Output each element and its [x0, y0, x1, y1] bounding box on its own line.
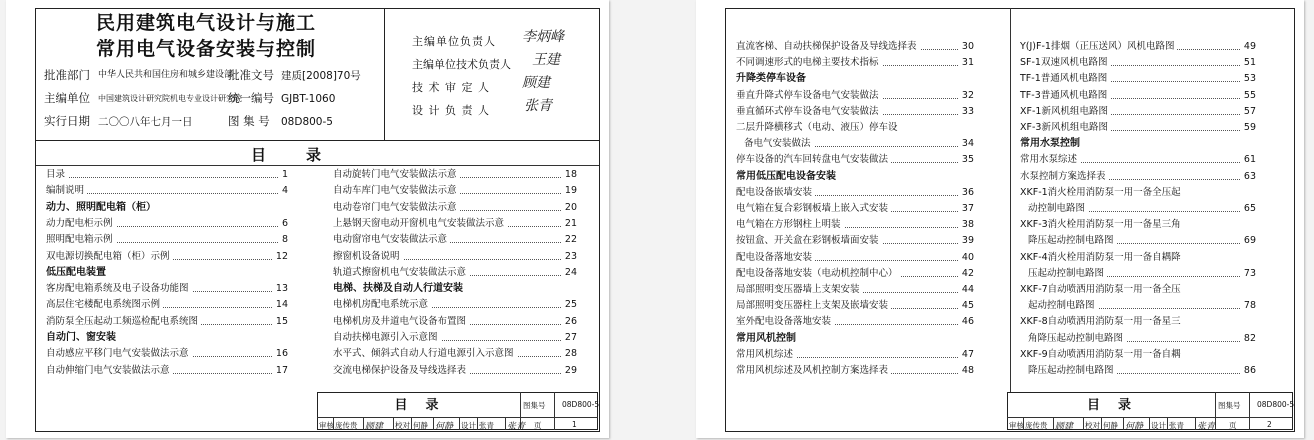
date-label: 实行日期 [44, 114, 90, 128]
toc-entry [736, 56, 974, 70]
toc-entry [46, 298, 288, 312]
toc-entry-label: 直流客梯、自动扶梯保护设备及导线选择表 [736, 40, 920, 54]
toc-entry-page: 1 [279, 168, 288, 182]
toc-entry-label: XF-1新风机组电路图 [1020, 105, 1111, 119]
column-divider [1010, 8, 1011, 392]
title-block-divider [1149, 417, 1150, 430]
toc-entry-page: 47 [959, 348, 974, 362]
toc-entry-page: 23 [562, 250, 577, 264]
atlas-label: 图 集 号 [228, 114, 270, 128]
toc-entry-label: 水泵控制方案选择表 [1020, 170, 1109, 184]
toc-entry-label: 二层升降横移式（电动、液压）停车设 [736, 121, 901, 135]
toc-entry-page: 25 [562, 298, 577, 312]
editor-value: 中国建筑设计研究院机电专业设计研究院 [98, 94, 242, 103]
toc-entry-label: XKF-9自动喷洒用消防泵一用一备自耦 [1020, 348, 1184, 362]
toc-entry-page: 19 [562, 184, 577, 198]
title-block-frame [317, 392, 598, 430]
toc-entry-label: 自动门、窗安装 [46, 331, 119, 345]
toc-entry-label: 客房配电箱系统及电子设备功能图 [46, 282, 192, 296]
toc-entry-page: 17 [273, 364, 288, 378]
toc-entry-label: 角降压起动控制电路图 [1020, 332, 1126, 346]
title-block-title: 目录 [1087, 398, 1150, 413]
title-block-divider [1215, 392, 1216, 430]
toc-entry-label: 自动伸缩门电气安装做法示意 [46, 364, 173, 378]
atlas-number-label: 图集号 [1218, 401, 1241, 410]
reviewer-name: 庞传贵 [1025, 421, 1048, 430]
toc-entry [1020, 299, 1256, 313]
toc-entry-page: 30 [959, 40, 974, 54]
toc-entry [46, 217, 288, 231]
toc-section-heading [736, 72, 974, 86]
toc-entry [333, 217, 577, 231]
toc-entry-label: 局部照明变压器墙上支架安装 [736, 283, 863, 297]
designer-signature: 张青 [1197, 422, 1216, 432]
toc-leader-dots [46, 177, 278, 178]
toc-entry-label: 降压起动控制电路图 [1020, 234, 1117, 248]
toc-entry-page: 32 [959, 89, 974, 103]
title-block-divider [1123, 417, 1124, 430]
toc-entry-page: 20 [562, 201, 577, 215]
title-block-divider [363, 417, 364, 430]
toc-entry-page: 69 [1241, 234, 1256, 248]
toc-entry [1020, 153, 1256, 167]
toc-entry-label: 常用低压配电设备安装 [736, 170, 839, 184]
toc-entry-label: 自动感应平移门电气安装做法示意 [46, 347, 192, 361]
toc-entry-label: 常用风机综述 [736, 348, 796, 362]
checker-name: 何静 [413, 421, 428, 430]
signature-design-lead: 张青 [524, 98, 552, 114]
page-number: 1 [572, 420, 577, 429]
toc-section-heading [736, 170, 974, 184]
toc-entry [333, 331, 577, 345]
title-block-divider [1083, 417, 1084, 430]
approve-doc-value: 建质[2008]70号 [281, 70, 361, 82]
toc-entry-label: 停车设备的汽车回转盘电气安装做法 [736, 153, 891, 167]
toc-entry-label: 擦窗机设备说明 [333, 250, 403, 264]
toc-entry-page: 34 [959, 137, 974, 151]
toc-entry-label: 降压起动控制电路图 [1020, 364, 1117, 378]
toc-entry-page: 13 [273, 282, 288, 296]
toc-entry [736, 40, 974, 54]
toc-entry-label: 轨道式擦窗机电气安装做法示意 [333, 266, 469, 280]
document-page-2 [696, 0, 1304, 438]
title-line-1: 民用建筑电气设计与施工 [96, 12, 317, 34]
toc-entry-page: 15 [273, 315, 288, 329]
toc-entry [736, 251, 974, 265]
toc-entry-page: 63 [1241, 170, 1256, 184]
toc-entry-label: 配电设备落地安装 [736, 251, 815, 265]
check-label: 校对 [1085, 421, 1100, 430]
toc-entry [1020, 89, 1256, 103]
toc-entry-label: 局部照明变压器柱上支架及嵌墙安装 [736, 299, 891, 313]
toc-section-heading [333, 282, 577, 296]
toc-entry [736, 137, 974, 151]
toc-entry [1020, 332, 1256, 346]
reviewer-name: 庞传贵 [335, 421, 358, 430]
toc-entry-label: SF-1双速风机电路图 [1020, 56, 1110, 70]
toc-entry-label: 动力、照明配电箱（柜） [46, 201, 159, 215]
toc-entry-page: 18 [562, 168, 577, 182]
toc-entry-label: 交流电梯保护设备及导线选择表 [333, 364, 469, 378]
title-block-divider [477, 417, 478, 430]
title-block-divider [1167, 417, 1168, 430]
date-value: 二〇〇八年七月一日 [98, 116, 193, 128]
toc-entry [46, 250, 288, 264]
approve-doc-label: 批准文号 [228, 68, 274, 82]
checker-name: 何静 [1103, 421, 1118, 430]
role-design-lead: 设 计 负 责 人 [412, 104, 490, 117]
toc-entry-page: 39 [959, 234, 974, 248]
toc-entry-page: 24 [562, 266, 577, 280]
toc-entry-label: 电动卷帘门电气安装做法示意 [333, 201, 460, 215]
toc-entry-page: 4 [279, 184, 288, 198]
design-label: 设计 [461, 421, 476, 430]
toc-entry-page: 12 [273, 250, 288, 264]
toc-title: 目录 [251, 146, 362, 164]
toc-entry [736, 364, 974, 378]
toc-entry-label: XKF-8自动喷洒用消防泵一用一备星三 [1020, 315, 1184, 329]
header-vertical-divider [384, 8, 385, 140]
reviewer-signature: 顾建 [365, 422, 384, 432]
toc-entry [736, 89, 974, 103]
toc-entry-label: 备电气安装做法 [736, 137, 814, 151]
title-block-divider [411, 417, 412, 430]
toc-entry-page: 16 [273, 347, 288, 361]
toc-entry [1020, 251, 1256, 265]
title-block-divider [505, 417, 506, 430]
toc-entry [46, 347, 288, 361]
toc-entry [333, 201, 577, 215]
toc-entry-label: 不同调速形式的电梯主要技术指标 [736, 56, 882, 70]
toc-entry [1020, 234, 1256, 248]
title-block-title: 目录 [394, 398, 457, 413]
approve-dept-label: 批准部门 [44, 68, 90, 82]
editor-label: 主编单位 [44, 91, 90, 105]
toc-entry-page: 38 [959, 218, 974, 232]
toc-entry-label: 常用水泵综述 [1020, 153, 1080, 167]
toc-entry-label: 压起动控制电路图 [1020, 267, 1107, 281]
toc-entry [1020, 283, 1256, 297]
toc-entry-label: Y(J)F-1排烟（正压送风）风机电路图 [1020, 40, 1177, 54]
toc-entry [333, 250, 577, 264]
toc-entry-label: 照明配电箱示例 [46, 233, 116, 247]
toc-entry-page: 46 [959, 315, 974, 329]
toc-entry-page: 44 [959, 283, 974, 297]
title-block-divider [433, 417, 434, 430]
toc-entry-label: 自动车库门电气安装做法示意 [333, 184, 460, 198]
title-block-divider [1053, 417, 1054, 430]
toc-entry [736, 218, 974, 232]
toc-entry [736, 202, 974, 216]
title-block-row-divider [1007, 417, 1293, 418]
toc-entry [333, 347, 577, 361]
toc-entry-page: 40 [959, 251, 974, 265]
toc-entry [1020, 121, 1256, 135]
toc-entry [333, 233, 577, 247]
toc-entry-label: XKF-7自动喷洒用消防泵一用一备全压 [1020, 283, 1184, 297]
toc-entry [333, 168, 577, 182]
toc-entry-label: 高层住宅楼配电系统图示例 [46, 298, 163, 312]
toc-entry-label: 垂直升降式停车设备电气安装做法 [736, 89, 882, 103]
toc-entry-page: 8 [279, 233, 288, 247]
design-label: 设计 [1151, 421, 1166, 430]
toc-entry [46, 315, 288, 329]
toc-entry-page: 22 [562, 233, 577, 247]
toc-entry [46, 184, 288, 198]
approve-dept-value: 中华人民共和国住房和城乡建设部 [98, 70, 234, 80]
toc-entry-label: 水平式、倾斜式自动人行道电源引入示意图 [333, 347, 517, 361]
toc-entry-page: 65 [1241, 202, 1256, 216]
toc-entry-page: 21 [562, 217, 577, 231]
code-value: GJBT-1060 [281, 93, 336, 105]
toc-title-underline [36, 165, 599, 166]
title-block-divider [459, 417, 460, 430]
toc-entry-label: TF-3普通风机电路图 [1020, 89, 1110, 103]
toc-entry-label: 消防泵全压起动工频巡检配电系统图 [46, 315, 201, 329]
toc-entry-label: XKF-3消火栓用消防泵一用一备星三角 [1020, 218, 1184, 232]
toc-entry-page: 49 [1241, 40, 1256, 54]
toc-entry [736, 267, 974, 281]
signature-chief-editor: 李炳峰 [522, 29, 564, 45]
toc-entry-page: 26 [562, 315, 577, 329]
toc-entry-label: 低压配电装置 [46, 266, 109, 280]
toc-entry [1020, 202, 1256, 216]
atlas-number-label: 图集号 [523, 401, 546, 410]
designer-signature: 张青 [507, 422, 526, 432]
toc-entry-label: 垂直循环式停车设备电气安装做法 [736, 105, 882, 119]
toc-entry-page: 42 [959, 267, 974, 281]
toc-entry [736, 186, 974, 200]
toc-entry [736, 348, 974, 362]
toc-entry-page: 6 [279, 217, 288, 231]
document-page-1 [6, 0, 609, 438]
role-technical-lead: 主编单位技术负责人 [412, 58, 511, 71]
toc-section-heading [46, 266, 288, 280]
code-label: 统一编号 [228, 91, 274, 105]
toc-entry [1020, 364, 1256, 378]
toc-entry [333, 364, 577, 378]
toc-entry-label: 升降类停车设备 [736, 72, 809, 86]
title-block-divider [1101, 417, 1102, 430]
atlas-number-value: 08D800-5 [562, 400, 600, 409]
signature-technical-reviewer: 顾建 [522, 75, 550, 91]
title-block-frame [1007, 392, 1293, 430]
toc-entry-label: 常用风机控制 [736, 332, 799, 346]
toc-entry-label: 编制说明 [46, 184, 87, 198]
toc-entry [333, 298, 577, 312]
toc-entry-page: 59 [1241, 121, 1256, 135]
toc-entry-page: 86 [1241, 364, 1256, 378]
toc-entry-label: 自动扶梯电源引入示意图 [333, 331, 441, 345]
title-block-divider [393, 417, 394, 430]
toc-entry [1020, 186, 1256, 200]
toc-entry-label: 上悬钢天窗电动开窗机电气安装做法示意 [333, 217, 507, 231]
toc-entry [736, 299, 974, 313]
toc-entry-label: 电气箱在复合彩钢板墙上嵌入式安装 [736, 202, 891, 216]
atlas-value: 08D800-5 [281, 116, 333, 128]
toc-entry [46, 282, 288, 296]
title-block-divider [1023, 417, 1024, 430]
toc-entry-label: 双电源切换配电箱（柜）示例 [46, 250, 173, 264]
toc-entry [736, 283, 974, 297]
title-block-divider [1195, 417, 1196, 430]
page-number: 2 [1267, 420, 1272, 429]
title-block-divider [333, 417, 334, 430]
toc-entry [736, 315, 974, 329]
toc-entry-label: 自动旋转门电气安装做法示意 [333, 168, 460, 182]
toc-entry [1020, 218, 1256, 232]
toc-entry-page: 29 [562, 364, 577, 378]
toc-entry [1020, 315, 1256, 329]
toc-entry-page: 33 [959, 105, 974, 119]
toc-entry-page: 48 [959, 364, 974, 378]
toc-entry-page: 35 [959, 153, 974, 167]
toc-entry-label: XKF-4消火栓用消防泵一用一备自耦降 [1020, 251, 1184, 265]
toc-entry [1020, 348, 1256, 362]
header-divider [36, 140, 599, 141]
checker-signature: 何静 [1125, 422, 1144, 432]
page-label: 页 [534, 421, 542, 430]
toc-entry-label: XF-3新风机组电路图 [1020, 121, 1111, 135]
toc-section-heading [1020, 137, 1256, 151]
toc-entry-page: 55 [1241, 89, 1256, 103]
toc-entry [1020, 72, 1256, 86]
toc-entry-page: 37 [959, 202, 974, 216]
title-line-2: 常用电气设备安装与控制 [96, 38, 317, 60]
review-label: 审核 [1009, 421, 1024, 430]
toc-entry-page: 82 [1241, 332, 1256, 346]
toc-entry [1020, 105, 1256, 119]
toc-section-heading [46, 201, 288, 215]
toc-entry-page: 36 [959, 186, 974, 200]
review-label: 审核 [319, 421, 334, 430]
toc-entry [736, 121, 974, 135]
toc-entry [46, 364, 288, 378]
toc-entry [46, 168, 288, 182]
toc-entry-page: 51 [1241, 56, 1256, 70]
toc-entry-page: 31 [959, 56, 974, 70]
toc-entry [1020, 40, 1256, 54]
toc-entry-page: 57 [1241, 105, 1256, 119]
toc-entry [736, 234, 974, 248]
title-block-divider [1249, 392, 1250, 430]
reviewer-signature: 顾建 [1055, 422, 1074, 432]
toc-entry-label: 室外配电设备落地安装 [736, 315, 834, 329]
toc-entry-page: 53 [1241, 72, 1256, 86]
toc-entry-label: 配电设备嵌墙安装 [736, 186, 815, 200]
toc-entry-label: 常用水泵控制 [1020, 137, 1083, 151]
toc-entry-page: 78 [1241, 299, 1256, 313]
toc-entry-label: TF-1普通风机电路图 [1020, 72, 1110, 86]
toc-section-heading [736, 332, 974, 346]
toc-entry-page: 45 [959, 299, 974, 313]
toc-entry [333, 266, 577, 280]
toc-entry [333, 184, 577, 198]
toc-entry-label: 电动窗帘电气安装做法示意 [333, 233, 450, 247]
toc-entry-page: 28 [562, 347, 577, 361]
title-block-divider [554, 392, 555, 430]
toc-entry [1020, 56, 1256, 70]
toc-entry-page: 73 [1241, 267, 1256, 281]
designer-name: 张青 [479, 421, 494, 430]
toc-entry-label: 常用风机综述及风机控制方案选择表 [736, 364, 891, 378]
signature-technical-lead: 王建 [532, 52, 560, 68]
toc-entry-label: 电梯机房及井道电气设备布置图 [333, 315, 469, 329]
toc-entry [46, 233, 288, 247]
page-label: 页 [1229, 421, 1237, 430]
check-label: 校对 [395, 421, 410, 430]
toc-entry [1020, 170, 1256, 184]
role-chief-editor: 主编单位负责人 [412, 35, 496, 48]
toc-entry-label: 目录 [46, 168, 68, 182]
designer-name: 张青 [1169, 421, 1184, 430]
toc-entry-label: XKF-1消火栓用消防泵一用一备全压起 [1020, 186, 1184, 200]
toc-entry [736, 153, 974, 167]
toc-entry-label: 配电设备落地安装（电动机控制中心） [736, 267, 901, 281]
toc-entry-label: 按钮盒、开关盒在彩钢板墙面安装 [736, 234, 882, 248]
toc-entry-label: 电气箱在方形钢柱上明装 [736, 218, 844, 232]
toc-entry [1020, 267, 1256, 281]
toc-entry-label: 动控制电路图 [1020, 202, 1088, 216]
toc-entry-label: 电梯机房配电系统示意 [333, 298, 431, 312]
toc-entry-label: 动力配电柜示例 [46, 217, 116, 231]
toc-entry-label: 起动控制电路图 [1020, 299, 1098, 313]
toc-entry-page: 61 [1241, 153, 1256, 167]
toc-entry [736, 105, 974, 119]
role-technical-reviewer: 技 术 审 定 人 [412, 81, 490, 94]
toc-entry [333, 315, 577, 329]
title-block-row-divider [317, 417, 598, 418]
checker-signature: 何静 [435, 422, 454, 432]
toc-entry-page: 14 [273, 298, 288, 312]
toc-entry-page: 27 [562, 331, 577, 345]
toc-entry-label: 电梯、扶梯及自动人行道安装 [333, 282, 466, 296]
toc-section-heading [46, 331, 288, 345]
atlas-number-value: 08D800-5 [1257, 400, 1295, 409]
